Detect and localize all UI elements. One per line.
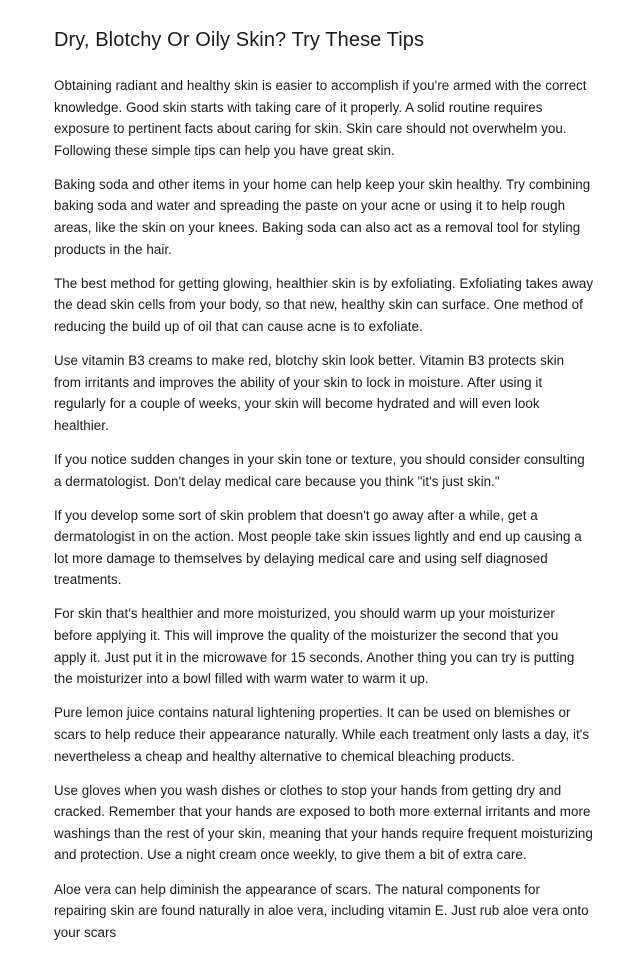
document-title: Dry, Blotchy Or Oily Skin? Try These Tips xyxy=(54,29,425,51)
paragraph-aloe-vera: Aloe vera can help diminish the appearance of scars. The natural components for repairing skin are found naturally in aloe vera, including vitamin E. Just rub aloe vera onto your scars xyxy=(54,881,589,940)
paragraph-lemon-juice: Pure lemon juice contains natural lightening properties. It can be used on blemishes or scars to help reduce their appearance naturally. While each treatment only lasts a day, it's nevertheless a cheap and healthy alternative to chemical bleaching products. xyxy=(54,705,590,764)
paragraph-gloves: Use gloves when you wash dishes or clothes to stop your hands from getting dry and cracked. Remember that your hands are exposed to both more external irritants and more washings than the rest of your skin, meaning that your hands require frequent moisturizing and protection. Use a night cream once weekly, to give them a bit of extra care. xyxy=(54,782,593,863)
paragraph-intro: Obtaining radiant and healthy skin is easier to accomplish if you're armed with the correct knowledge. Good skin starts with taking care of it properly. A solid routine requires exposure to pertinent facts about caring for skin. Skin care should not overwhelm you. Following these simple tips can help you have great skin. xyxy=(54,78,587,158)
document-page xyxy=(54,28,594,956)
paragraph-baking-soda: Baking soda and other items in your home can help keep your skin healthy. Try combining baking soda and water and spreading the paste on your acne or using it to help rough areas, like the skin on your knees. Baking soda can also act as a removal tool for styling products in the hair. xyxy=(54,176,591,257)
paragraph-exfoliating: The best method for getting glowing, healthier skin is by exfoliating. Exfoliating takes away the dead skin cells from your body, so that new, healthy skin can surface. One method of reducing the build up of oil that can cause acne is to exfoliate. xyxy=(54,275,594,334)
paragraph-dermatologist-changes: If you notice sudden changes in your skin tone or texture, you should consider consulting a dermatologist. Don't delay medical care because you think "it's just skin." xyxy=(54,451,585,489)
paragraph-vitamin-b3: Use vitamin B3 creams to make red, blotchy skin look better. Vitamin B3 protects skin from irritants and improves the ability of your skin to lock in moisture. After using it regularly for a couple of weeks, your skin will become hydrated and will even look healthier. xyxy=(54,353,565,433)
paragraph-dermatologist-problem: If you develop some sort of skin problem that doesn't go away after a while, get a dermatologist in on the action. Most people take skin issues lightly and end up causing a lot more damage to themselves by delaying medical care and using self diagnosed treatments. xyxy=(54,507,582,588)
paragraph-warm-moisturizer: For skin that's healthier and more moisturized, you should warm up your moisturizer before applying it. This will improve the quality of the moisturizer the second that you apply it. Just put it in the microwave for 15 seconds. Another thing you can try is putting the moisturizer into a bowl filled with warm water to warm it up. xyxy=(54,606,575,687)
